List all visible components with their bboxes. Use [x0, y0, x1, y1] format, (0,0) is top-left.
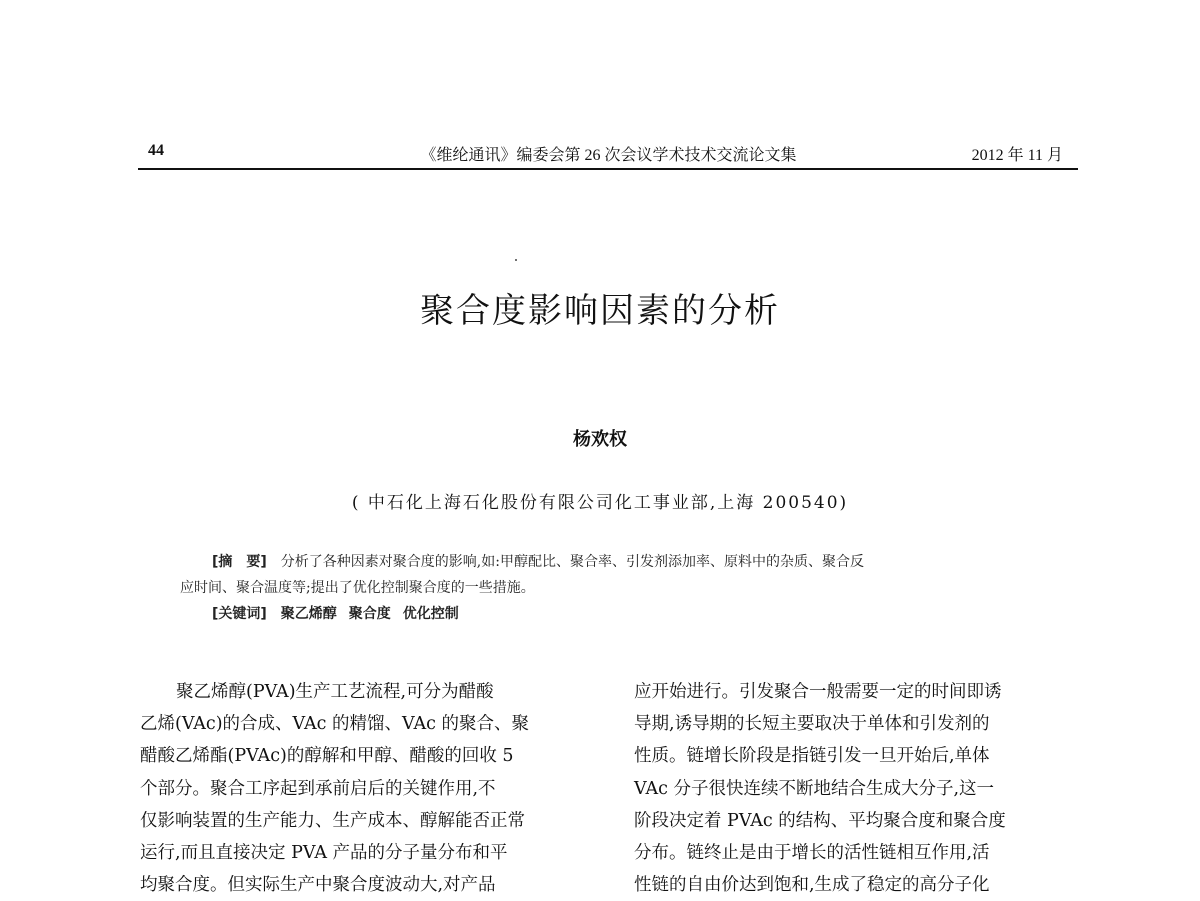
header-rule [138, 168, 1078, 170]
body-column-right [634, 676, 1082, 901]
abstract-line-1 [212, 549, 1050, 575]
keywords-label: [关键词] [212, 606, 267, 622]
page-number: 44 [148, 142, 164, 159]
running-header [140, 142, 1077, 166]
body-line: 分布。链终止是由于增长的活性链相互作用,活 [634, 843, 990, 864]
issue-date: 2012 年 11 月 [971, 147, 1063, 164]
body-line: 均聚合度。但实际生产中聚合度波动大,对产品 [140, 875, 496, 896]
keywords-line [212, 601, 1050, 627]
body-line: 阶段决定着 PVAc 的结构、平均聚合度和聚合度 [634, 810, 1006, 831]
body-column-left [140, 676, 588, 901]
article-author: 杨欢权 [573, 429, 627, 450]
body-line: 乙烯(VAc)的合成、VAc 的精馏、VAc 的聚合、聚 [140, 714, 529, 735]
body-line: 聚乙烯醇(PVA)生产工艺流程,可分为醋酸 [176, 682, 494, 702]
journal-title: 《维纶通讯》编委会第 26 次会议学术技术交流论文集 [420, 147, 797, 164]
body-line: VAc 分子很快连续不断地结合生成大分子,这一 [634, 778, 995, 799]
keyword: 聚乙烯醇 [280, 606, 337, 622]
article-title: 聚合度影响因素的分析 [420, 291, 780, 331]
body-line: 导期,诱导期的长短主要取决于单体和引发剂的 [634, 714, 990, 735]
keyword: 聚合度 [348, 606, 391, 622]
body-line: 运行,而且直接决定 PVA 产品的分子量分布和平 [140, 843, 508, 864]
abstract-text-1: 分析了各种因素对聚合度的影响,如:甲醇配比、聚合率、引发剂添加率、原料中的杂质、聚合反 [280, 554, 864, 570]
body-line: 性质。链增长阶段是指链引发一旦开始后,单体 [634, 746, 990, 767]
body-line: 醋酸乙烯酯(PVAc)的醇解和甲醇、醋酸的回收 5 [140, 746, 514, 767]
body-line: 应开始进行。引发聚合一般需要一定的时间即诱 [634, 682, 1002, 702]
abstract-line-2: 应时间、聚合温度等;提出了优化控制聚合度的一些措施。 [180, 580, 535, 596]
keyword: 优化控制 [402, 606, 459, 622]
body-line: 仅影响装置的生产能力、生产成本、醇解能否正常 [140, 810, 525, 831]
scan-speck [515, 259, 517, 261]
body-line: 个部分。聚合工序起到承前启后的关键作用,不 [140, 778, 496, 799]
abstract-block [180, 549, 1050, 627]
abstract-label: [摘 要] [212, 554, 267, 570]
body-line: 性链的自由价达到饱和,生成了稳定的高分子化 [634, 875, 990, 896]
author-affiliation: ( 中石化上海石化股份有限公司化工事业部,上海 200540) [351, 493, 849, 513]
